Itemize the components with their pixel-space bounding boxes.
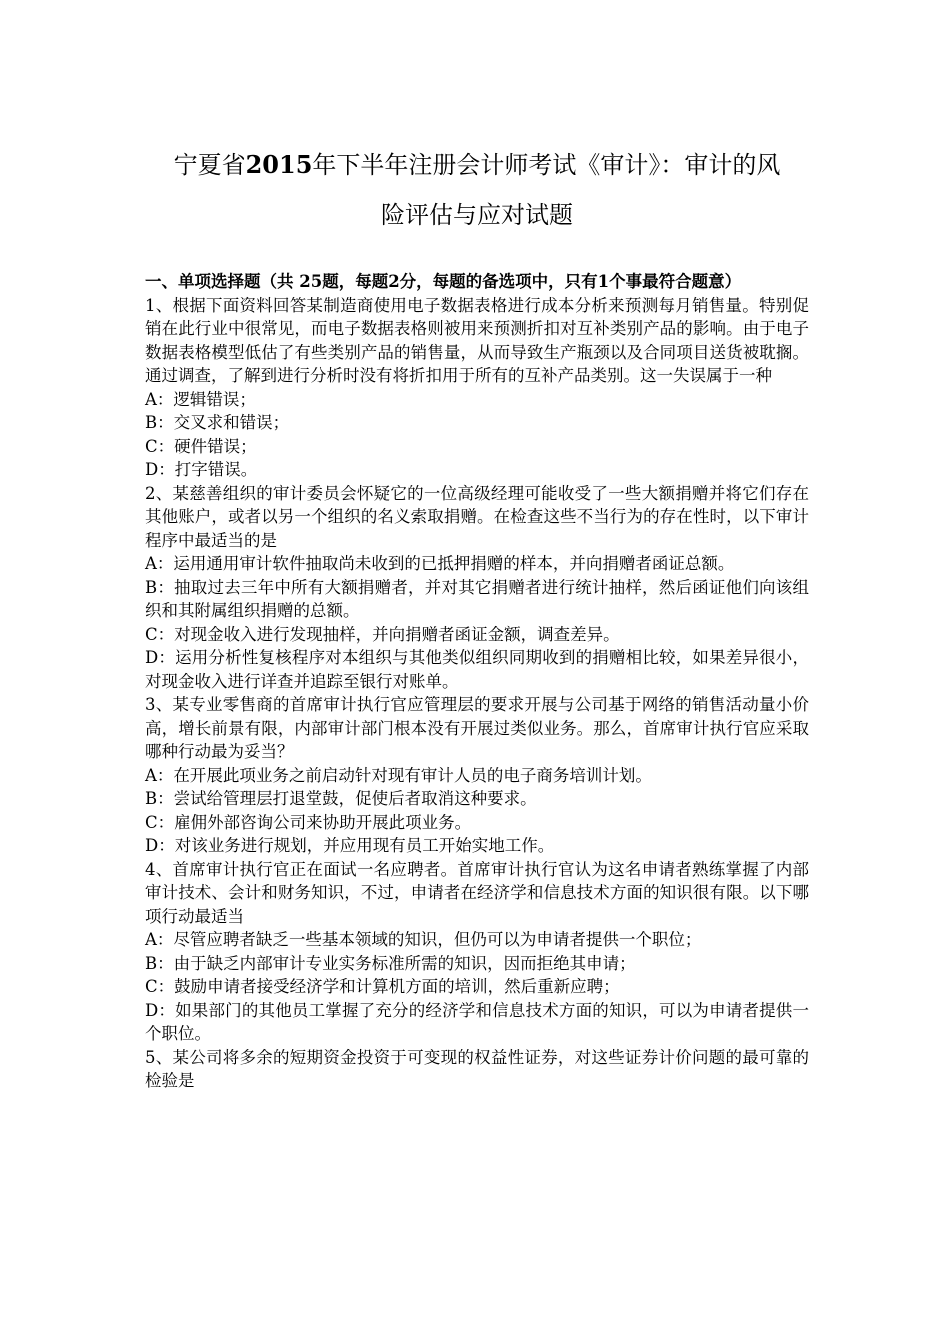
question-2-option-d: D：运用分析性复核程序对本组织与其他类似组织同期收到的捐赠相比较，如果差异很小，对现金收入进行详查并追踪至银行对账单。 [145,648,809,691]
question-1-option-d: D：打字错误。 [145,460,258,479]
title-line-1: 宁夏省2015年下半年注册会计师考试《审计》：审计的风 [173,150,781,179]
document-title [145,140,809,240]
question-1-stem: 1、根据下面资料回答某制造商使用电子数据表格进行成本分析来预测每月销售量。特别促销在此行业中很常见，而电子数据表格则被用来预测折扣对互补类别产品的影响。由于电子数据表格模型低估了有些类别产品的销售量，从而导致生产瓶颈以及合同项目送货被耽搁。通过调查，了解到进行分析时没有将折扣用于所有的互补产品类别。这一失误属于一种 [145,295,809,385]
question-3-option-d: D：对该业务进行规划，并应用现有员工开始实地工作。 [145,836,555,855]
question-4-option-c: C：鼓励申请者接受经济学和计算机方面的培训，然后重新应聘； [145,977,620,996]
question-1-option-c: C：硬件错误； [145,436,257,456]
question-2-option-c: C：对现金收入进行发现抽样，并向捐赠者函证金额，调查差异。 [145,624,620,644]
question-2-option-b: B：抽取过去三年中所有大额捐赠者，并对其它捐赠者进行统计抽样，然后函证他们向该组织和其附属组织捐赠的总额。 [145,577,809,620]
question-3-option-c: C：雇佣外部咨询公司来协助开展此项业务。 [145,812,472,832]
question-1-option-b: B：交叉求和错误； [145,413,290,432]
question-5-stem: 5、某公司将多余的短期资金投资于可变现的权益性证券，对这些证券计价问题的最可靠的检验是 [145,1047,809,1090]
title-line-2: 险评估与应对试题 [381,201,573,229]
question-1-option-a: A：逻辑错误； [145,389,256,409]
question-3-stem: 3、某专业零售商的首席审计执行官应管理层的要求开展与公司基于网络的销售活动量小价高，增长前景有限，内部审计部门根本没有开展过类似业务。那么，首席审计执行官应采取哪种行动最为妥当？ [145,695,809,761]
question-3-option-b: B：尝试给管理层打退堂鼓，促使后者取消这种要求。 [145,789,537,808]
question-4-stem: 4、首席审计执行官正在面试一名应聘者。首席审计执行官认为这名申请者熟练掌握了内部审计技术、会计和财务知识，不过，申请者在经济学和信息技术方面的知识很有限。以下哪项行动最适当 [145,859,809,926]
question-list [145,294,809,1093]
question-4-option-d: D：如果部门的其他员工掌握了充分的经济学和信息技术方面的知识，可以为申请者提供一个职位。 [145,1000,809,1043]
question-3-option-a: A：在开展此项业务之前启动针对现有审计人员的电子商务培训计划。 [145,765,652,785]
section-heading: 一、单项选择题（共 25题，每题2分，每题的备选项中，只有1个事最符合题意） [145,272,742,291]
document-page [145,140,809,1093]
question-4-option-b: B：由于缺乏内部审计专业实务标准所需的知识，因而拒绝其申请； [145,953,636,973]
question-2-stem: 2、某慈善组织的审计委员会怀疑它的一位高级经理可能收受了一些大额捐赠并将它们存在其他账户，或者以另一个组织的名义索取捐赠。在检查这些不当行为的存在性时，以下审计程序中最适当的是 [145,483,809,550]
question-4-option-a: A：尽管应聘者缺乏一些基本领域的知识，但仍可以为申请者提供一个职位； [145,930,702,949]
question-2-option-a: A：运用通用审计软件抽取尚未收到的已抵押捐赠的样本，并向捐赠者函证总额。 [145,554,735,573]
